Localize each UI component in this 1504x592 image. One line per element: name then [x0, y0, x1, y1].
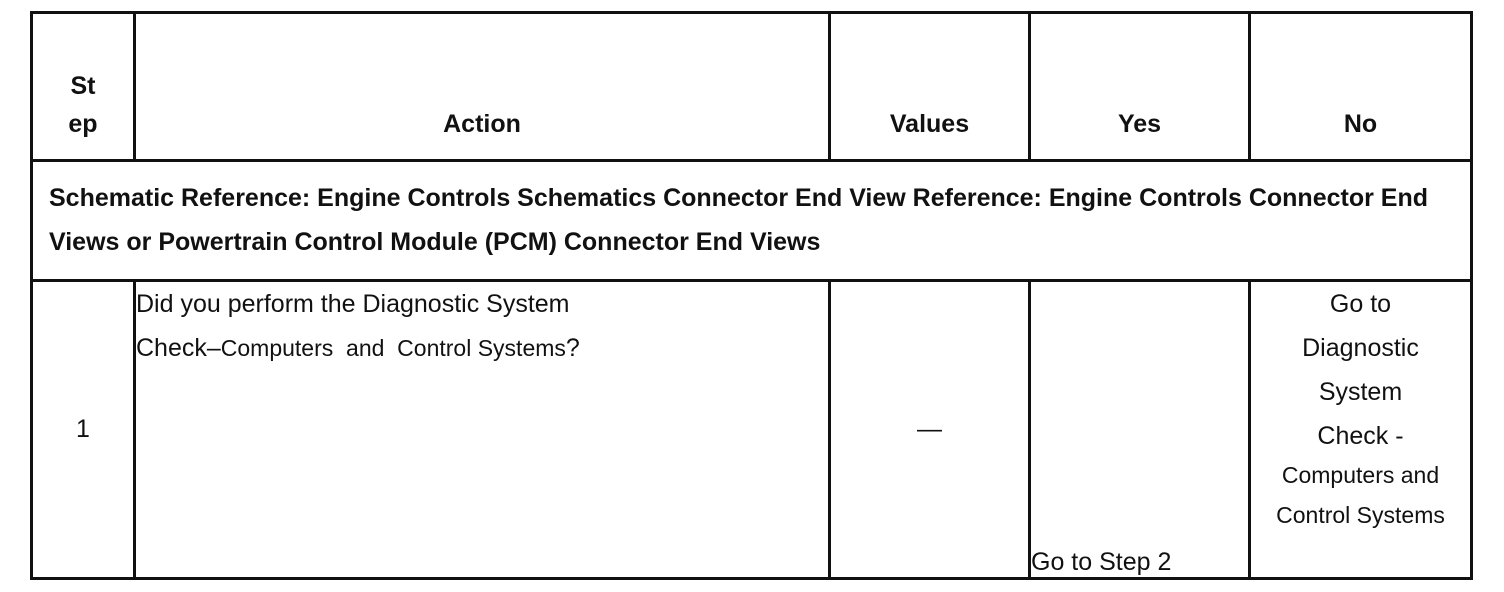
schematic-reference: Schematic Reference: Engine Controls Schematics Connector End View Reference: Engine Controls Connector End Views or Powertrain Control Module (PCM) Connector End Views — [32, 161, 1472, 281]
action-question-mark: ? — [565, 334, 580, 362]
diagnostic-table — [30, 11, 1473, 580]
action-check-link: Computers and Control Systems — [220, 335, 566, 361]
step-number: 1 — [32, 281, 135, 579]
header-values: Values — [830, 13, 1030, 161]
no-line-2: Diagnostic — [1302, 334, 1419, 362]
header-no: No — [1250, 13, 1472, 161]
no-cell — [1250, 281, 1472, 579]
header-action: Action — [135, 13, 830, 161]
header-step — [32, 13, 135, 161]
values-cell: — — [830, 281, 1030, 579]
header-step-line1: St — [70, 72, 96, 100]
yes-cell: Go to Step 2 — [1030, 281, 1250, 579]
table-row — [32, 281, 1472, 579]
no-line-5: Computers and — [1281, 462, 1440, 488]
no-line-3: System — [1318, 378, 1403, 406]
no-line-6: Control Systems — [1276, 502, 1445, 528]
action-line-2 — [136, 326, 828, 370]
no-line-4: Check - — [1317, 422, 1404, 450]
no-line-1: Go to — [1329, 290, 1392, 318]
reference-row — [32, 161, 1472, 281]
action-cell — [135, 281, 830, 579]
header-yes: Yes — [1030, 13, 1250, 161]
header-step-line2: ep — [68, 110, 98, 138]
action-check-prefix: Check– — [136, 334, 221, 362]
header-row — [32, 13, 1472, 161]
action-line-1: Did you perform the Diagnostic System — [136, 290, 570, 318]
